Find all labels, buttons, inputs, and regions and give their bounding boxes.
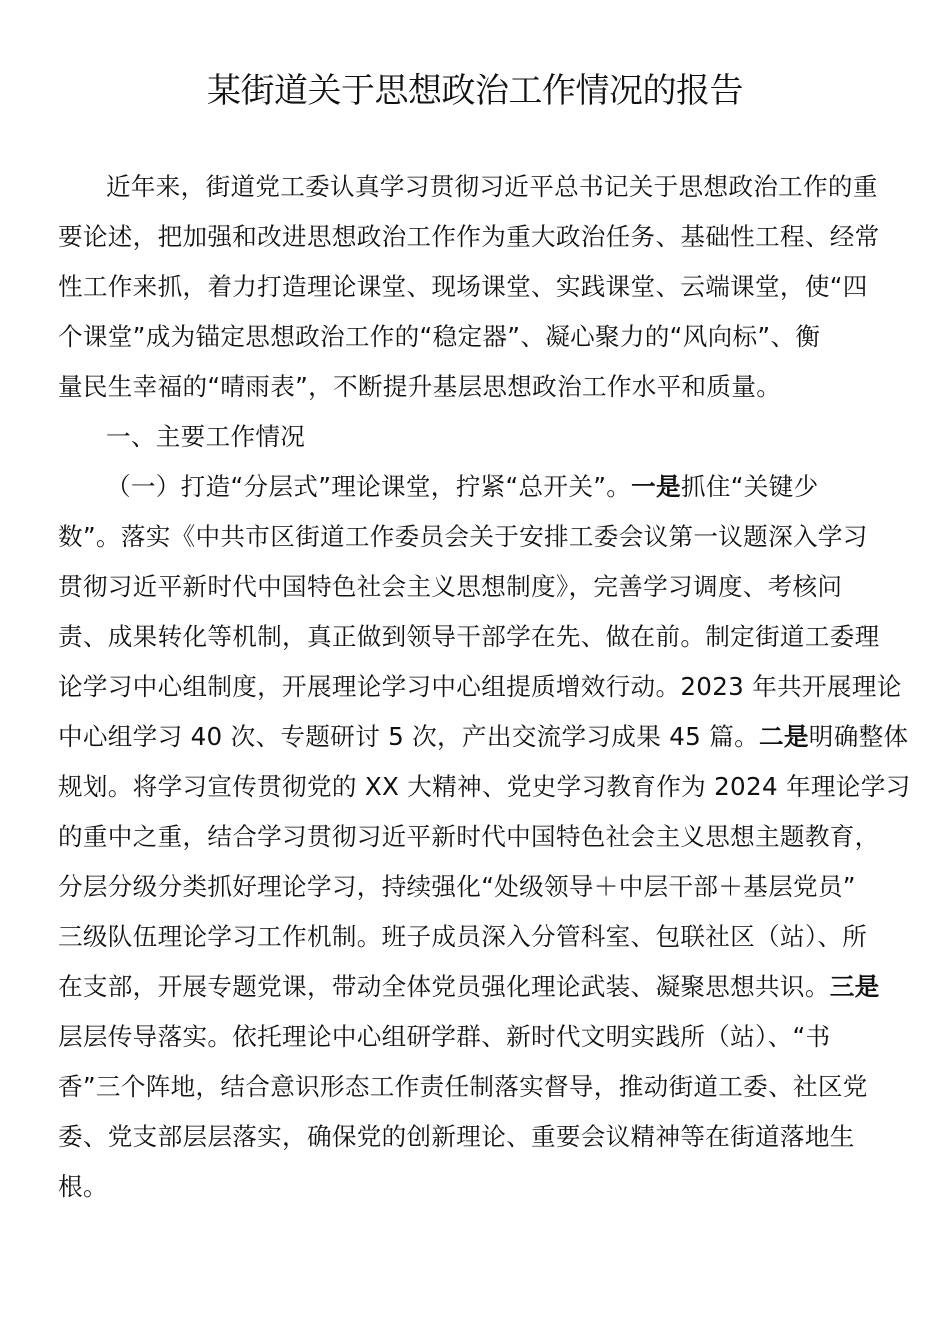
paragraph-line: 论学习中心组制度，开展理论学习中心组提质增效行动。2023 年共开展理论 — [58, 672, 902, 701]
paragraph-line — [58, 720, 908, 754]
paragraph-line: 规划。将学习宣传贯彻党的 XX 大精神、党史学习教育作为 2024 年理论学习 — [58, 772, 911, 801]
paragraph-text: 抓住“关键少 — [680, 472, 819, 501]
paragraph-line: 的重中之重，结合学习贯彻习近平新时代中国特色社会主义思想主题教育， — [58, 822, 880, 851]
subsection-line — [106, 470, 818, 504]
paragraph-line: 要论述，把加强和改进思想政治工作作为重大政治任务、基础性工程、经常 — [58, 222, 880, 251]
paragraph-line: 委、党支部层层落实，确保党的创新理论、重要会议精神等在街道落地生 — [58, 1122, 855, 1151]
paragraph-line: 贯彻习近平新时代中国特色社会主义思想制度》，完善学习调度、考核问 — [58, 572, 843, 601]
paragraph-line: 香”三个阵地，结合意识形态工作责任制落实督导，推动街道工委、社区党 — [58, 1072, 868, 1101]
bold-marker: 三是 — [829, 972, 880, 1001]
paragraph-line: 责、成果转化等机制，真正做到领导干部学在先、做在前。制定街道工委理 — [58, 622, 880, 651]
paragraph-line: 数”。落实《中共市区街道工作委员会关于安排工委会议第一议题深入学习 — [58, 522, 868, 551]
paragraph-line: 量民生幸福的“晴雨表”，不断提升基层思想政治工作水平和质量。 — [58, 372, 782, 401]
paragraph-line: 个课堂”成为锚定思想政治工作的“稳定器”、凝心聚力的“风向标”、衡 — [58, 322, 821, 351]
paragraph-line — [58, 970, 880, 1004]
paragraph-text: 在支部，开展专题党课，带动全体党员强化理论武装、凝聚思想共识。 — [58, 972, 830, 1001]
paragraph-text: 中心组学习 40 次、专题研讨 5 次，产出交流学习成果 45 篇。 — [58, 722, 759, 751]
bold-marker: 二是 — [759, 722, 809, 751]
paragraph-line: 根。 — [58, 1172, 108, 1201]
section-heading: 一、主要工作情况 — [106, 422, 306, 451]
paragraph-text: 明确整体 — [808, 722, 909, 751]
paragraph-line: 性工作来抓，着力打造理论课堂、现场课堂、实践课堂、云端课堂，使“四 — [58, 272, 868, 301]
paragraph-line: 层层传导落实。依托理论中心组研学群、新时代文明实践所（站）、“书 — [58, 1022, 831, 1051]
paragraph-line: 三级队伍理论学习工作机制。班子成员深入分管科室、包联社区（站）、所 — [58, 922, 868, 951]
paragraph-line: 近年来，街道党工委认真学习贯彻习近平总书记关于思想政治工作的重 — [106, 172, 878, 201]
subsection-heading: （一）打造“分层式”理论课堂，拧紧“总开关”。 — [106, 472, 632, 501]
bold-marker: 一是 — [631, 472, 681, 501]
document-title: 某街道关于思想政治工作情况的报告 — [207, 71, 743, 111]
paragraph-line: 分层分级分类抓好理论学习，持续强化“处级领导＋中层干部＋基层党员” — [58, 872, 856, 901]
